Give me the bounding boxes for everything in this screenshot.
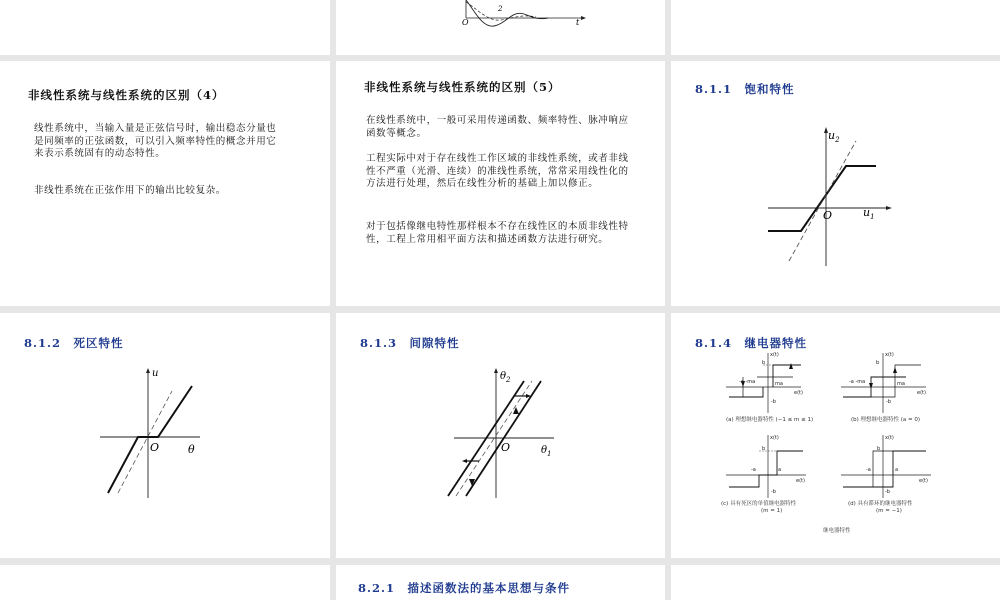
relay-plot-b [841, 352, 926, 413]
svg-text:ma: ma [775, 381, 783, 387]
origin-label: O [150, 441, 160, 454]
svg-text:-a: -a [866, 467, 871, 473]
svg-text:-b: -b [885, 489, 890, 495]
relay-plot-d [841, 435, 931, 498]
slide-paragraph: 在线性系统中，一般可采用传递函数、频率特性、脉冲响应函数等概念。 [366, 115, 629, 139]
slide-thumbnail-3[interactable] [671, 0, 1000, 55]
slide-paragraph: 对于包括像继电特性那样根本不存在线性区的本质非线性特性，工程上常用相平面方法和描述函数方法进行研究。 [366, 221, 629, 245]
svg-text:-a -ma: -a -ma [739, 379, 756, 385]
slide-thumbnail-9[interactable] [671, 313, 1000, 558]
t-axis-label: t [576, 18, 580, 27]
svg-text:x(t): x(t) [770, 435, 779, 441]
caption-c: (c) 具有死区的单值继电器特性 [721, 501, 797, 507]
slide-thumbnail-12[interactable] [671, 565, 1000, 600]
backlash-characteristic-graph [336, 313, 665, 558]
slide-thumbnail-7[interactable] [0, 313, 330, 558]
origin-label: O [823, 209, 833, 222]
caption-d-sub: (m = −1) [876, 508, 902, 514]
slide-thumbnail-2[interactable] [336, 0, 665, 55]
svg-text:b: b [876, 360, 880, 366]
svg-text:-a -ma: -a -ma [849, 379, 866, 385]
caption-a: (a) 理想继电器特性 (−1 ≤ m ≤ 1) [726, 417, 814, 423]
theta1-axis-label: $\theta_1$ [541, 445, 552, 458]
svg-text:ma: ma [897, 381, 905, 387]
relay-characteristics-graph [671, 313, 1000, 558]
relay-plot-a [726, 352, 803, 413]
slide-thumbnail-5[interactable] [336, 61, 665, 306]
slide-paragraph: 线性系统中，当输入量是正弦信号时，输出稳态分量也是同频率的正弦函数，可以引入频率特性的概念并用它来表示系统固有的动态特性。 [34, 123, 277, 159]
svg-text:a: a [778, 467, 782, 473]
slide-thumbnail-6[interactable] [671, 61, 1000, 306]
slide-thumbnail-8[interactable] [336, 313, 665, 558]
slide-thumbnail-4[interactable] [0, 61, 330, 306]
u1-axis-label: $u_1$ [863, 206, 875, 221]
svg-text:x(t): x(t) [770, 352, 779, 358]
svg-text:b: b [762, 360, 766, 366]
svg-text:-b: -b [771, 399, 776, 405]
svg-text:x(t): x(t) [885, 352, 894, 358]
caption-d: (d) 具有滞环的继电器特性 [848, 501, 913, 507]
svg-text:e(t): e(t) [794, 390, 803, 396]
slide-title: 8.2.1 描述函数法的基本思想与条件 [358, 581, 571, 595]
svg-text:e(t): e(t) [917, 390, 926, 396]
slide-thumbnail-1[interactable] [0, 0, 330, 55]
svg-text:b: b [877, 446, 881, 452]
slide-title: 非线性系统与线性系统的区别（4） [28, 88, 225, 102]
svg-text:-b: -b [886, 399, 891, 405]
svg-text:e(t): e(t) [796, 478, 805, 484]
slide-title: 8.1.3 间隙特性 [360, 336, 460, 350]
slide-title: 8.1.2 死区特性 [24, 336, 124, 350]
slide-title: 8.1.4 继电器特性 [695, 336, 808, 350]
slide-paragraph: 非线性系统在正弦作用下的输出比较复杂。 [34, 185, 226, 196]
svg-text:-b: -b [771, 489, 776, 495]
u-axis-label: u [152, 368, 159, 379]
slide-thumbnail-11[interactable] [336, 565, 665, 600]
origin-label: O [501, 441, 511, 454]
u2-axis-label: $u_2$ [828, 129, 840, 144]
svg-text:b: b [762, 446, 766, 452]
dead-zone-characteristic-graph [0, 313, 330, 558]
slide-thumbnail-10[interactable] [0, 565, 330, 600]
svg-text:x(t): x(t) [885, 435, 894, 441]
slide-title: 非线性系统与线性系统的区别（5） [364, 80, 561, 94]
figure-footer: 继电器特性 [823, 528, 851, 534]
theta-axis-label: θ [188, 443, 195, 456]
curve-index-label: 2 [498, 5, 503, 13]
svg-text:a: a [895, 467, 899, 473]
caption-c-sub: (m = 1) [761, 508, 783, 514]
theta2-axis-label: $\theta_2$ [500, 371, 511, 384]
origin-label: O [462, 18, 469, 27]
slide-paragraph: 工程实际中对于存在线性工作区域的非线性系统，或者非线性不严重（光滑、连续）的准线性系统，常常采用线性化的方法进行处理，然后在线性分析的基础上加以修正。 [366, 153, 629, 189]
svg-text:-a: -a [751, 467, 756, 473]
svg-text:e(t): e(t) [919, 478, 928, 484]
caption-b: (b) 理想继电器特性 (a = 0) [851, 417, 921, 423]
saturation-characteristic-graph [671, 61, 1000, 306]
relay-plot-c [726, 435, 806, 498]
oscillation-curve-graphic [336, 0, 665, 55]
slide-title: 8.1.1 饱和特性 [695, 82, 795, 96]
